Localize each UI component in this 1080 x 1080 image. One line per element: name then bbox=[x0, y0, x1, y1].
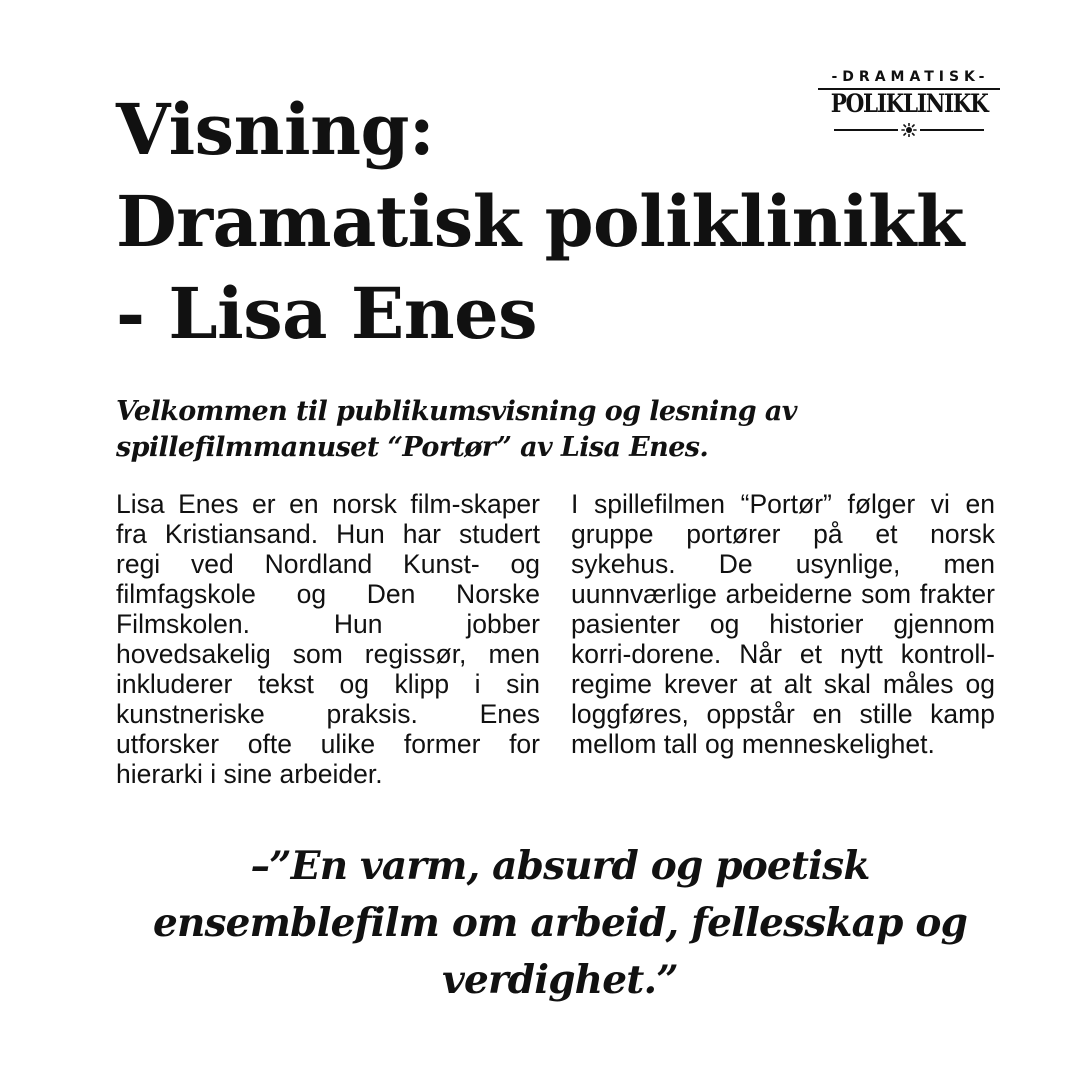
page-title bbox=[116, 84, 976, 360]
film-synopsis-column: I spillefilmen “Portør” følger vi en gruppe portører på et norsk sykehus. De usynlige, men uunnværlige arbeiderne som frakter pasienter og historier gjennom korri-dorene. Når et nytt kontroll-regime krever at alt skal måles og loggføres, oppstår en stille kamp mellom tall og menneskelighet. bbox=[571, 489, 995, 759]
artist-bio-column: Lisa Enes er en norsk film-skaper fra Kristiansand. Hun har studert regi ved Nordland Kunst- og filmfagskole og Den Norske Filmskolen. Hun jobber hovedsakelig som regissør, men inkluderer tekst og klipp i sin kunstneriske praksis. Enes utforsker ofte ulike former for hierarki i sine arbeider. bbox=[116, 489, 540, 789]
pull-quote bbox=[80, 838, 1040, 1009]
title-line-3: - Lisa Enes bbox=[116, 272, 538, 355]
intro-subheading bbox=[116, 394, 976, 466]
intro-line-1: Velkommen til publikumsvisning og lesning av bbox=[116, 396, 797, 427]
quote-line-2: ensemblefilm om arbeid, fellesskap og bbox=[152, 900, 968, 946]
quote-line-3: verdighet.” bbox=[442, 957, 678, 1003]
title-line-1: Visning: bbox=[116, 88, 435, 171]
intro-line-2: spillefilmmanuset “Portør” av Lisa Enes. bbox=[116, 432, 709, 463]
logo-top-text: -DRAMATISK- bbox=[831, 69, 990, 85]
logo-main-text: POLIKLINIKK bbox=[830, 89, 988, 118]
title-line-2: Dramatisk poliklinikk bbox=[116, 180, 965, 263]
quote-line-1: –”En varm, absurd og poetisk bbox=[250, 843, 870, 889]
